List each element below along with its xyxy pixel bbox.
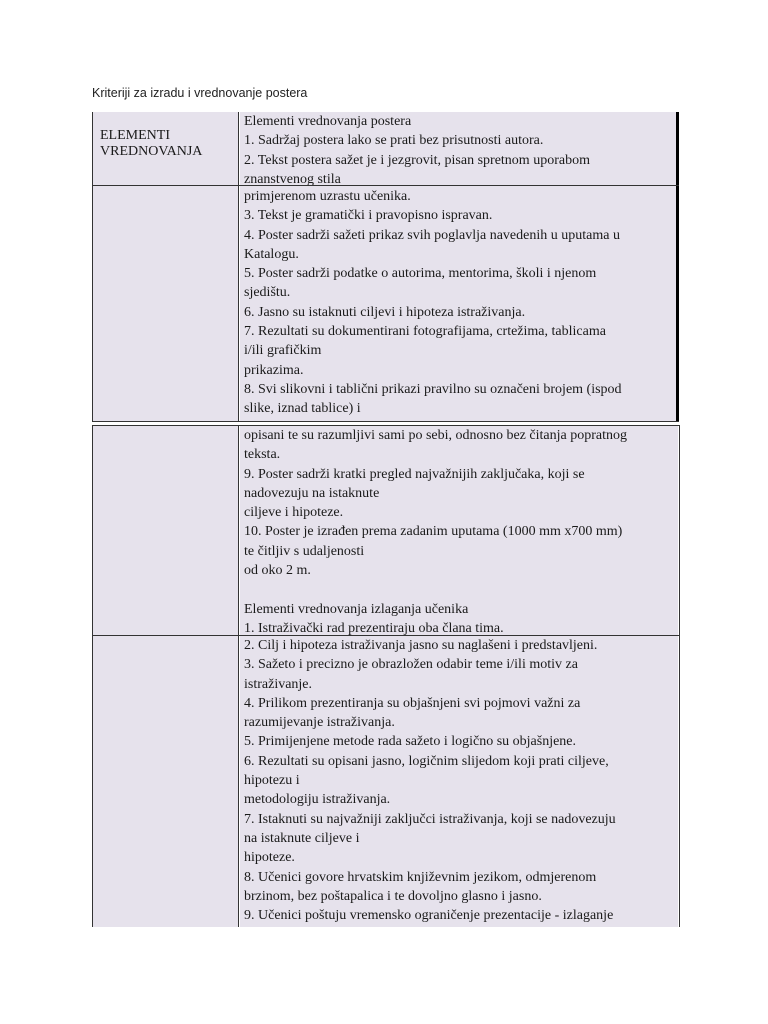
criteria-line: 1. Sadržaj postera lako se prati bez prisutnosti autora. bbox=[244, 133, 544, 149]
criteria-line: Katalogu. bbox=[244, 246, 299, 262]
criteria-line: ciljeve i hipoteze. bbox=[244, 505, 344, 521]
criteria-text bbox=[240, 426, 678, 635]
criteria-text bbox=[240, 187, 676, 419]
criteria-cell-3 bbox=[240, 426, 678, 635]
cell-border bbox=[92, 635, 680, 636]
criteria-line: 7. Istaknuti su najvažniji zaključci istraživanja, koji se nadovezuju bbox=[244, 811, 616, 827]
criteria-line bbox=[244, 580, 678, 599]
cell-border bbox=[92, 185, 679, 186]
empty-label-cell bbox=[93, 186, 238, 421]
criteria-line: 10. Poster je izrađen prema zadanim uputama (1000 mm x700 mm) bbox=[244, 524, 623, 540]
criteria-line: 8. Učenici govore hrvatskim književnim jezikom, odmjerenom bbox=[244, 869, 597, 885]
empty-label-cell bbox=[93, 636, 238, 927]
criteria-line: Elementi vrednovanja izlaganja učenika bbox=[244, 601, 469, 617]
criteria-line: brzinom, bez poštapalica i te dovoljno glasno i jasno. bbox=[244, 888, 542, 904]
criteria-line: 1. Istraživački rad prezentiraju oba člana tima. bbox=[244, 620, 504, 635]
criteria-line: nadovezuju na istaknute bbox=[244, 485, 380, 501]
empty-label-cell bbox=[93, 426, 238, 635]
criteria-cell-2 bbox=[240, 186, 676, 421]
criteria-line: 5. Primijenjene metode rada sažeto i logično su objašnjene. bbox=[244, 734, 577, 750]
criteria-line: Elementi vrednovanja postera bbox=[244, 114, 412, 129]
criteria-line: znanstvenog stila bbox=[244, 171, 341, 185]
criteria-table-1 bbox=[92, 112, 680, 422]
criteria-line: 4. Poster sadrži sažeti prikaz svih poglavlja navedenih u uputama u bbox=[244, 227, 620, 243]
criteria-line: 7. Rezultati su dokumentirani fotografijama, crtežima, tablicama bbox=[244, 324, 606, 340]
criteria-line: hipotezu i bbox=[244, 773, 300, 789]
label-cell bbox=[93, 112, 238, 185]
criteria-line: 9. Učenici poštuju vremensko ograničenje prezentacije - izlaganje bbox=[244, 908, 614, 924]
criteria-line: teksta. bbox=[244, 447, 281, 463]
criteria-cell-4 bbox=[240, 636, 678, 927]
criteria-line: slike, iznad tablice) i bbox=[244, 401, 361, 417]
criteria-text bbox=[240, 112, 676, 185]
elementi-vrednovanja-label: ELEMENTI VREDNOVANJA bbox=[100, 128, 203, 159]
criteria-line: 3. Sažeto i precizno je obrazložen odabir teme i/ili motiv za bbox=[244, 657, 578, 673]
criteria-cell-1 bbox=[240, 112, 676, 185]
criteria-line: opisani te su razumljivi sami po sebi, odnosno bez čitanja popratnog bbox=[244, 428, 627, 443]
criteria-line: 9. Poster sadrži kratki pregled najvažnijih zaključaka, koji se bbox=[244, 466, 585, 482]
page-title: Kriteriji za izradu i vrednovanje postera bbox=[92, 86, 308, 100]
criteria-line: 6. Jasno su istaknuti ciljevi i hipoteza istraživanja. bbox=[244, 304, 526, 320]
criteria-line: 2. Tekst postera sažet je i jezgrovit, pisan spretnom uporabom bbox=[244, 152, 590, 168]
criteria-line: 5. Poster sadrži podatke o autorima, mentorima, školi i njenom bbox=[244, 266, 597, 282]
criteria-line: i/ili grafičkim bbox=[244, 343, 322, 359]
cell-border bbox=[679, 425, 680, 927]
cell-border bbox=[92, 421, 679, 422]
cell-border bbox=[92, 425, 93, 927]
criteria-line: 8. Svi slikovni i tablični prikazi pravilno su označeni brojem (ispod bbox=[244, 381, 622, 397]
criteria-text bbox=[240, 636, 678, 925]
criteria-line: 2. Cilj i hipoteza istraživanja jasno su naglašeni i predstavljeni. bbox=[244, 638, 598, 653]
criteria-line: te čitljiv s udaljenosti bbox=[244, 543, 365, 559]
cell-border bbox=[238, 112, 239, 422]
criteria-line: sjedištu. bbox=[244, 285, 291, 301]
criteria-line: na istaknute ciljeve i bbox=[244, 830, 360, 846]
criteria-line: istraživanje. bbox=[244, 676, 313, 692]
criteria-line: od oko 2 m. bbox=[244, 563, 311, 579]
criteria-line: 6. Rezultati su opisani jasno, logičnim slijedom koji prati ciljeve, bbox=[244, 753, 609, 769]
criteria-table-2 bbox=[92, 425, 680, 927]
criteria-line: primjerenom uzrastu učenika. bbox=[244, 189, 411, 204]
criteria-line: 3. Tekst je gramatički i pravopisno ispravan. bbox=[244, 208, 493, 224]
criteria-line: hipoteze. bbox=[244, 850, 295, 866]
cell-border bbox=[238, 425, 239, 927]
cell-border bbox=[676, 112, 679, 422]
criteria-line: 4. Prilikom prezentiranja su objašnjeni svi pojmovi važni za bbox=[244, 695, 581, 711]
criteria-line: prikazima. bbox=[244, 362, 304, 378]
cell-border bbox=[92, 112, 93, 422]
cell-border bbox=[92, 425, 680, 426]
criteria-line: metodologiju istraživanja. bbox=[244, 792, 391, 808]
criteria-line: razumijevanje istraživanja. bbox=[244, 715, 395, 731]
